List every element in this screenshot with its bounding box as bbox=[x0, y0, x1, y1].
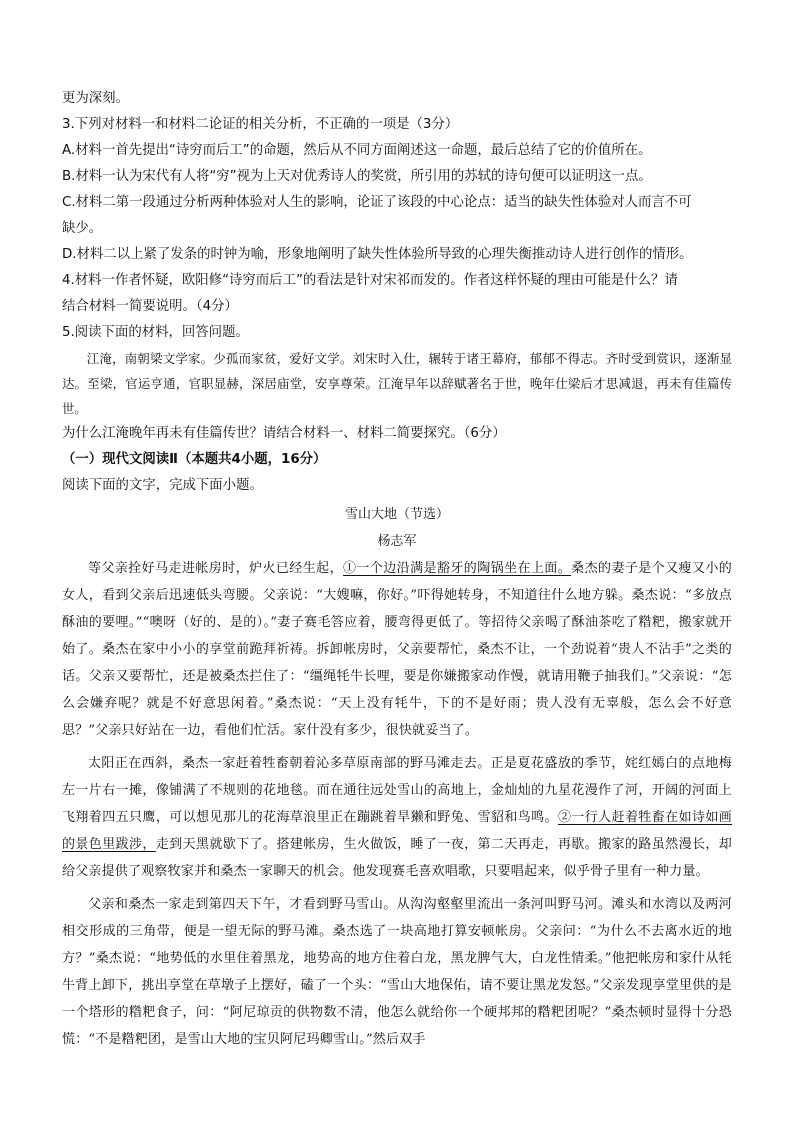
question-3-option-b: B.材料一认为宋代有人将“穷”视为上天对优秀诗人的奖赏，所引用的苏轼的诗句便可以证明这一点。 bbox=[62, 169, 652, 184]
article-paragraph-3: 父亲和桑杰一家走到第四天下午，才看到野马雪山。从沟沟壑壑里流出一条河叫野马河。滩头和水湾以及两河相交形成的三角带，便是一望无际的野马滩。桑杰选了一块高地打算安顿帐房。父亲问：“为什么不去离水近的地方？”桑杰说：“地势低的水里住着黑龙，地势高的地方住着白龙，黑龙脾气大，白龙性情柔。”他把帐房和家什从牦牛背上卸下，挑出享堂在草墩子上摆好，磕了一个头：“雪山大地保佑，请不要让黑龙发怒。”父亲发现享堂里供的是一个塔形的糌粑食子，问：“阿尼琼贡的供物数不清，他怎么就给你一个硬邦邦的糌粑团呢？”桑杰顿时显得十分恐慌：“不是糌粑团，是雪山大地的宝贝阿尼玛卿雪山。”然后双手 bbox=[62, 897, 732, 1047]
question-5-stem: 5.阅读下面的材料，回答问题。 bbox=[62, 325, 249, 340]
question-4-line2: 结合材料一简要说明。（4分） bbox=[62, 299, 238, 314]
question-3-option-d: D.材料二以上紧了发条的时钟为喻，形象地阐明了缺失性体验所导致的心理失衡推动诗人进行创作的情形。 bbox=[62, 247, 693, 262]
question-4-line1: 4.材料一作者怀疑，欧阳修“诗穷而后工”的看法是针对宋祁而发的。作者这样怀疑的理由可能是什么？请 bbox=[62, 273, 678, 288]
question-3 bbox=[62, 112, 732, 268]
question-3-option-a: A.材料一首先提出“诗穷而后工”的命题，然后从不同方面阐述这一命题，最后总结了它的价值所在。 bbox=[62, 143, 652, 158]
article-paragraph-1 bbox=[62, 555, 732, 744]
question-5-ask: 为什么江淹晚年再未有佳篇传世？请结合材料一、材料二简要探究。（6分） bbox=[62, 426, 506, 441]
underlined-sentence-2: ②一行人赶着牲畜在如诗如画的景色里跋涉， bbox=[62, 810, 732, 852]
question-5 bbox=[62, 320, 732, 447]
section-heading: （一）现代文阅读Ⅱ（本题共4小题，16分） bbox=[62, 452, 327, 467]
article bbox=[62, 501, 732, 1053]
question-3-option-c-line1: C.材料二第一段通过分析两种体验对人生的影响，论证了该段的中心论点：适当的缺失性体验对人而言不可 bbox=[62, 195, 692, 210]
question-4 bbox=[62, 268, 732, 320]
question-3-stem: 3.下列对材料一和材料二论证的相关分析，不正确的一项是（3分） bbox=[62, 117, 459, 132]
paragraph-1-text-b: 桑杰的妻子是个又瘦又小的女人，看到父亲后迅速低头弯腰。父亲说：“大嫂嘛，你好。”吓得她转身，不知道往什么地方躲。桑杰说：“多放点酥油的要哩。”“噢呀（好的、是的）。”妻子赛毛答应着，腰弯得更低了。等招待父亲喝了酥油茶吃了糌粑，搬家就开始了。桑杰在家中小小的享堂前跪拜祈祷。拆卸帐房时，父亲要帮忙，桑杰不让，一个劲说着“贵人不沾手”之类的话。父亲又要帮忙，还是被桑杰拦住了：“缰绳牦牛长哩，要是你嫌搬家动作慢，就请用鞭子抽我们。”父亲说：“怎么会嫌弃呢？就是不好意思闲着。”桑杰说：“天上没有牦牛，下的不是好雨；贵人没有无辜般，怎么会不好意思？”父亲只好站在一边，看他们忙活。家什没有多少，很快就妥当了。 bbox=[62, 561, 732, 738]
article-paragraph-2 bbox=[62, 750, 732, 885]
section-instruction: 阅读下面的文字，完成下面小题。 bbox=[62, 478, 263, 493]
paragraph-2-text-b: 走到天黑就歇下了。搭建帐房，生火做饭，睡了一夜，第二天再走，再歇。搬家的路虽然漫长，却给父亲提供了观察牧家并和桑杰一家聊天的机会。他发现赛毛喜欢唱歌，只要唱起来，似乎骨子里有一种力量。 bbox=[62, 837, 732, 879]
question-3-option-c-line2: 缺少。 bbox=[62, 221, 103, 236]
document-page bbox=[62, 86, 732, 1053]
paragraph-1-text-a: 等父亲拴好马走进帐房时，炉火已经生起， bbox=[88, 561, 343, 576]
continuation-text: 更为深刻。 bbox=[62, 91, 129, 106]
question-5-material: 江淹，南朝梁文学家。少孤而家贫，爱好文学。刘宋时入仕，辗转于诸王幕府，郁郁不得志。齐时受到赏识，逐渐显达。至梁，官运亨通，官职显赫，深居庙堂，安享尊荣。江淹早年以辞赋著名于世，晚年仕梁后才思减退，再未有佳篇传世。 bbox=[62, 351, 732, 416]
underlined-sentence-1: ①一个边沿满是豁牙的陶锅坐在上面。 bbox=[343, 561, 572, 576]
article-author: 杨志军 bbox=[377, 534, 417, 549]
article-title: 雪山大地（节选） bbox=[344, 507, 449, 522]
paragraph-2-text-a: 太阳正在西斜，桑杰一家赶着牲畜朝着沁多草原南部的野马滩走去。正是夏花盛放的季节，姹红嫣白的点地梅左一片右一摊，像铺满了不规则的花地毯。而在通往远处雪山的高地上，金灿灿的九星花漫作了河，开阔的河面上飞翔着四五只鹰，可以想见那儿的花海草浪里正在蹦跳着旱獭和野兔、雪貂和鸟鸣。 bbox=[62, 756, 732, 825]
